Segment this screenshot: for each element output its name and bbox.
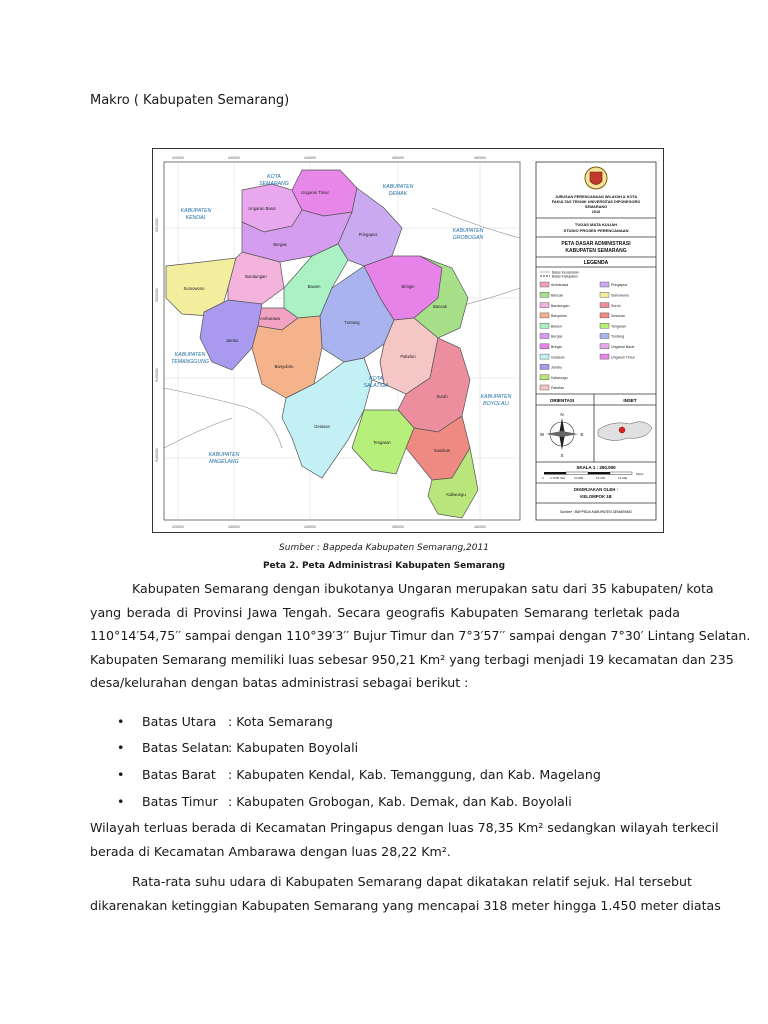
legend-swatch xyxy=(600,354,609,359)
administrative-map xyxy=(152,148,664,533)
bullet-label: Batas Utara xyxy=(142,714,217,729)
legend-swatch xyxy=(600,282,609,287)
neighbor-temanggung: KABUPATEN xyxy=(174,352,206,358)
neighbor-kendal: KABUPATEN xyxy=(180,208,212,214)
scale-tick: 0 xyxy=(542,476,544,480)
paragraph-line: berada di Kecamatan Ambarawa dengan luas 28,22 Km². xyxy=(90,843,451,859)
tick-side: 9190000 xyxy=(155,368,159,382)
tick-bottom: 430000 xyxy=(228,525,240,529)
legend-swatch xyxy=(540,364,549,369)
neighbor-boyolali: BOYOLALI xyxy=(483,401,509,407)
legend-label: Kaliwungu xyxy=(551,375,568,380)
institution-line: JURUSAN PERENCANAAN WILAYAH & KOTA xyxy=(554,195,638,199)
legend-label: Suruh xyxy=(611,303,621,308)
tick-top: 440000 xyxy=(304,156,316,160)
district-label: Bancak xyxy=(433,304,447,309)
legend-swatch xyxy=(600,303,609,308)
district-label: Ungaran Barat xyxy=(248,206,276,211)
legend-label: Sumowono xyxy=(611,293,629,298)
panel-source: Sumber : BAPPEDA KABUPATEN SEMARANG xyxy=(560,510,632,514)
inset-label: INSET xyxy=(623,398,637,403)
legend-label: Pringapus xyxy=(611,283,628,288)
district-label: Suruh xyxy=(436,394,448,399)
dikerjakan-line: KELOMPOK 1B xyxy=(580,494,612,499)
district-label: Tengaran xyxy=(373,440,391,445)
tick-top: 460000 xyxy=(474,156,486,160)
legend-swatch xyxy=(600,334,609,339)
legend-label: Susukan xyxy=(611,314,625,319)
paragraph-line: yang berada di Provinsi Jawa Tengah. Secara geografis Kabupaten Semarang terletak pada xyxy=(90,604,680,620)
neighbor-grobogan: GROBOGAN xyxy=(452,235,484,241)
district-label: Banyubiru xyxy=(274,364,294,369)
map-title-line: PETA DASAR ADMINISTRASI xyxy=(561,241,631,247)
legend-label: Jambu xyxy=(551,365,562,370)
scale-bar xyxy=(544,472,632,475)
neighbor-kota-semarang: SEMARANG xyxy=(259,181,289,187)
bullet-icon: • xyxy=(117,794,125,809)
figure-source: Sumber : Bappeda Kabupaten Semarang,2011 xyxy=(279,543,489,553)
tick-bottom: 440000 xyxy=(304,525,316,529)
legend-swatch xyxy=(540,385,549,390)
district-label: Getasan xyxy=(314,424,330,429)
tick-bottom: 420000 xyxy=(172,525,184,529)
legend-label: Getasan xyxy=(551,355,565,360)
university-logo-icon xyxy=(585,167,607,189)
legend-swatch xyxy=(540,313,549,318)
legend-line-label: Batas Kabupaten xyxy=(552,274,579,279)
compass-w: W xyxy=(539,432,545,437)
legend-swatch xyxy=(600,292,609,297)
figure-caption: Peta 2. Peta Administrasi Kabupaten Semarang xyxy=(262,561,506,571)
tick-side: 9210000 xyxy=(155,218,159,232)
paragraph-3 xyxy=(90,870,721,917)
neighbor-boyolali: KABUPATEN xyxy=(480,394,512,400)
course-line: STUDIO PROSES PERENCANAAN xyxy=(563,228,629,233)
district-label: Bergas xyxy=(273,242,287,247)
legend-label: Pabelan xyxy=(551,386,565,391)
district-label: Jambu xyxy=(225,338,239,343)
dikerjakan-line: DIKERJAKAN OLEH : xyxy=(574,487,618,492)
bullet-value: : Kabupaten Grobogan, Kab. Demak, dan Kab. Boyolali xyxy=(228,794,572,809)
legend-label: Bancak xyxy=(551,293,563,298)
tick-bottom: 460000 xyxy=(474,525,486,529)
neighbor-salatiga: KOTA xyxy=(369,376,383,382)
legend-label: Tengaran xyxy=(611,324,626,329)
neighbor-grobogan: KABUPATEN xyxy=(452,228,484,234)
legend-label: Ungaran Timur xyxy=(611,355,635,360)
compass-n: N xyxy=(560,412,564,417)
legend-swatch xyxy=(600,323,609,328)
bullet-icon: • xyxy=(117,767,125,782)
legend-label: Ambarawa xyxy=(551,283,569,288)
legend-label: Banyubiru xyxy=(551,314,568,319)
section-heading: Makro ( Kabupaten Semarang) xyxy=(90,93,290,108)
district-label: Bandungan xyxy=(245,274,267,279)
legend-swatch xyxy=(540,375,549,380)
compass-s: S xyxy=(560,453,564,458)
legend-label: Ungaran Barat xyxy=(611,345,635,349)
neighbor-magelang: KABUPATEN xyxy=(208,452,240,458)
neighbor-demak: DEMAK xyxy=(388,191,408,197)
paragraph-line: Rata-rata suhu udara di Kabupaten Semarang dapat dikatakan relatif sejuk. Hal tersebut xyxy=(132,874,692,889)
tick-top: 420000 xyxy=(172,156,184,160)
scale-label: SKALA 1 : 250.000 xyxy=(576,465,616,470)
info-panel xyxy=(536,162,656,520)
legend-label: Bawen xyxy=(551,324,562,329)
neighbor-kota-semarang: KOTA xyxy=(267,174,281,180)
scale-tick: 10.800 xyxy=(574,476,584,480)
paragraph-line: dikarenakan ketinggian Kabupaten Semarang yang mencapai 318 meter hingga 1.450 meter diatas xyxy=(90,897,721,913)
district-label: Pringapus xyxy=(358,232,378,237)
institution-line: FAKULTAS TEKNIK UNIVERSITAS DIPONEGORO xyxy=(551,200,641,204)
course-line: TUGAS MATA KULIAH xyxy=(574,222,618,227)
neighbor-demak: KABUPATEN xyxy=(382,184,414,190)
bullet-value: : Kabupaten Boyolali xyxy=(228,740,359,755)
map-title-line: KABUPATEN SEMARANG xyxy=(565,248,627,254)
district-label: Bringin xyxy=(401,284,415,289)
scale-tick: 16.200 xyxy=(596,476,606,480)
district-label: Susukan xyxy=(433,448,451,453)
bullet-value: : Kabupaten Kendal, Kab. Temanggung, dan Kab. Magelang xyxy=(228,767,601,782)
district-label: Sumowono xyxy=(183,286,205,291)
district-label: Ambarawa xyxy=(259,316,281,321)
tick-top: 430000 xyxy=(228,156,240,160)
legend-swatch xyxy=(540,303,549,308)
legend-title: LEGENDA xyxy=(583,260,609,266)
paragraph-2 xyxy=(90,816,719,863)
neighbor-salatiga: SALATIGA xyxy=(363,383,389,389)
paragraph-line: desa/kelurahan dengan batas administrasi sebagai berikut : xyxy=(90,675,469,690)
district-label: Kaliwungu xyxy=(446,492,466,497)
tick-bottom: 450000 xyxy=(392,525,404,529)
district-label: Tuntang xyxy=(344,320,360,325)
legend-swatch xyxy=(540,334,549,339)
bullet-icon: • xyxy=(117,740,125,755)
tick-side: 9180000 xyxy=(155,448,159,462)
legend-swatch xyxy=(600,344,609,349)
institution-line: SEMARANG xyxy=(584,205,608,209)
institution-line: 2016 xyxy=(591,210,601,214)
paragraph-1 xyxy=(90,577,751,695)
paragraph-line: Kabupaten Semarang memiliki luas sebesar 950,21 Km² yang terbagi menjadi 19 kecamatan dan 235 xyxy=(90,651,734,667)
bullet-value: : Kota Semarang xyxy=(228,714,333,729)
tick-side: 9200000 xyxy=(155,288,159,302)
paragraph-line: Wilayah terluas berada di Kecamatan Pringapus dengan luas 78,35 Km² sedangkan wilayah terkecil xyxy=(90,820,719,835)
legend-swatch xyxy=(600,313,609,318)
district-label: Pabelan xyxy=(400,354,416,359)
list-item xyxy=(117,712,333,732)
neighbor-kendal: KENDAL xyxy=(185,215,207,221)
legend-label: Bringin xyxy=(551,345,563,349)
legend-swatch xyxy=(540,344,549,349)
legend-line-label: Batas Kecamatan xyxy=(552,270,579,275)
tick-top: 450000 xyxy=(392,156,404,160)
orientasi-label: ORIENTASI xyxy=(549,398,575,403)
scale-tick: 2.7005.400 xyxy=(550,476,566,480)
scale-unit: Meter xyxy=(636,472,644,476)
bullet-icon: • xyxy=(117,714,125,729)
district-label: Bawen xyxy=(307,284,321,289)
legend-swatch xyxy=(540,323,549,328)
list-item xyxy=(117,765,601,785)
list-item xyxy=(117,792,572,812)
paragraph-line: 110°14′54,75′′ sampai dengan 110°39′3′′ Bujur Timur dan 7°3′57′′ sampai dengan 7°30′ Lintang Selatan. xyxy=(90,628,751,643)
scale-tick: 21.600 xyxy=(618,476,628,480)
bullet-label: Batas Selatan xyxy=(142,740,230,755)
legend-label: Bandungan xyxy=(551,303,570,308)
paragraph-line: Kabupaten Semarang dengan ibukotanya Ungaran merupakan satu dari 35 kabupaten/ kota xyxy=(132,581,714,596)
compass-e: E xyxy=(580,432,584,437)
legend-swatch xyxy=(540,282,549,287)
neighbor-magelang: MAGELANG xyxy=(209,459,239,465)
bullet-label: Batas Timur xyxy=(142,794,218,809)
legend-swatch xyxy=(540,354,549,359)
neighbor-temanggung: TEMANGGUNG xyxy=(171,359,209,365)
legend-swatch xyxy=(540,292,549,297)
list-item xyxy=(117,738,358,758)
district-label: Ungaran Timur xyxy=(301,190,329,195)
legend-label: Bergas xyxy=(551,334,563,339)
legend-label: Tuntang xyxy=(611,334,625,339)
bullet-label: Batas Barat xyxy=(142,767,216,782)
